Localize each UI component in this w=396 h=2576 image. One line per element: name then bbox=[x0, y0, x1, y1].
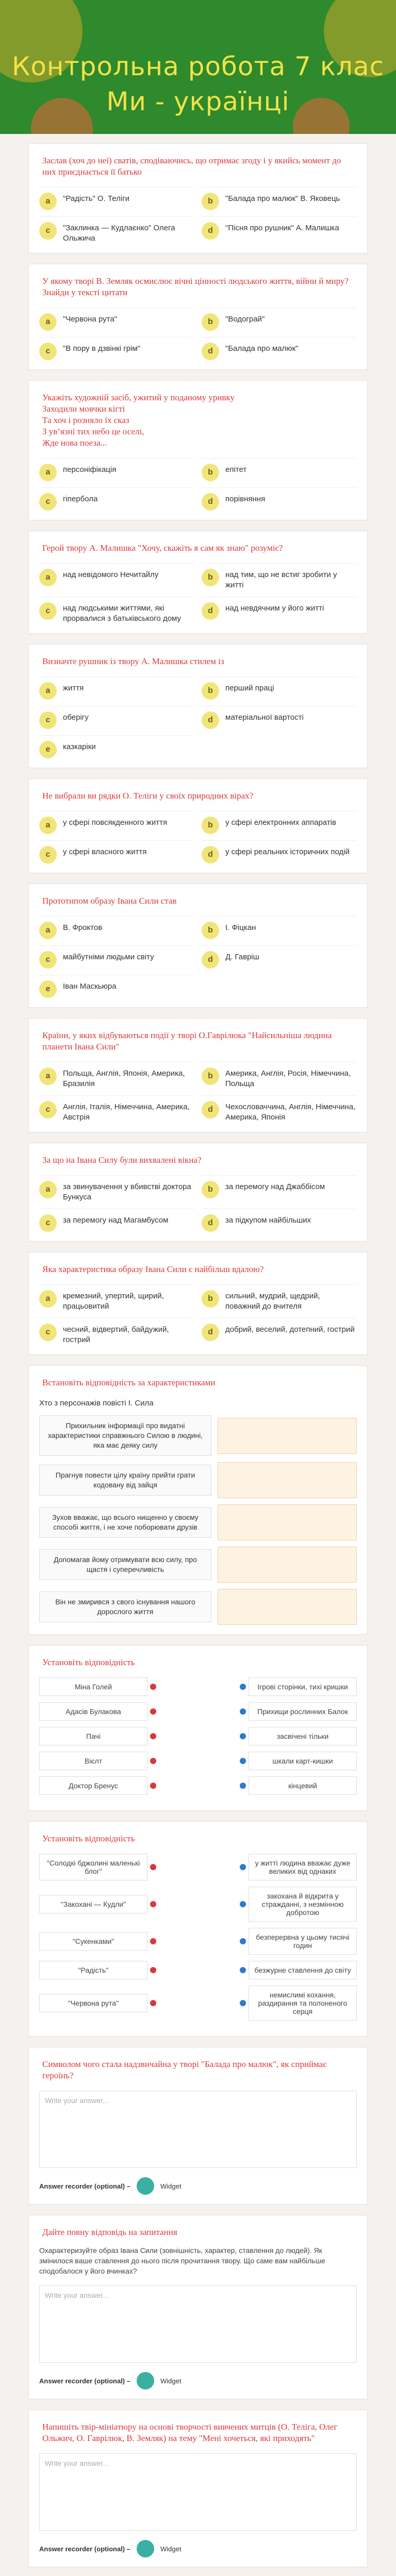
page-title: Контрольна робота 7 клас Ми - українці bbox=[11, 52, 385, 116]
match-left-text: Вієлт bbox=[84, 1757, 103, 1765]
option-text: матеріальної вартості bbox=[225, 713, 304, 722]
question-text: Прототипом образу Івана Сили став bbox=[42, 896, 177, 906]
match-right-text: закохана й відкрита у стражданні, з незмінною добротою bbox=[261, 1892, 344, 1917]
option-text: епітет bbox=[225, 465, 247, 474]
question-card bbox=[28, 1252, 368, 1355]
match-right-item[interactable] bbox=[249, 1677, 357, 1696]
match-right-item[interactable] bbox=[249, 1752, 357, 1770]
option-text: "Водограй" bbox=[225, 315, 265, 324]
question-card bbox=[28, 2410, 368, 2567]
option-text: Д. Гавріш bbox=[225, 953, 259, 961]
connector-dot[interactable] bbox=[240, 1708, 246, 1715]
question-text: Не вибрали ви рядки О. Теліги у своїх природних вірах? bbox=[42, 791, 254, 801]
option-letter-badge: a bbox=[39, 569, 57, 586]
match-right-item[interactable] bbox=[249, 1928, 357, 1955]
question-card bbox=[28, 2215, 368, 2399]
answer-option[interactable] bbox=[39, 308, 194, 331]
option-text: "Радість" О. Теліги bbox=[63, 194, 130, 203]
match-right-item[interactable] bbox=[249, 1961, 357, 1979]
answer-option[interactable] bbox=[39, 216, 194, 244]
option-text: Польща, Англія, Японія, Америка, Бразилія bbox=[63, 1069, 185, 1088]
answer-option[interactable] bbox=[202, 216, 357, 244]
answer-option[interactable] bbox=[39, 811, 194, 834]
match-left-text: "Червона рута" bbox=[68, 1999, 119, 2007]
match-right-text: засвічені тільки bbox=[276, 1732, 329, 1740]
match-left-item[interactable] bbox=[39, 1677, 147, 1696]
option-text: "Балада про малюк" В. Яковець bbox=[225, 194, 340, 203]
match-right-text: шкали карт-кишки bbox=[272, 1757, 333, 1765]
microphone-icon[interactable] bbox=[137, 2372, 154, 2389]
option-text: чесний, відвертий, байдужий, гострий bbox=[63, 1325, 169, 1344]
question-card bbox=[28, 1645, 368, 1811]
match-row bbox=[39, 1928, 357, 1955]
option-letter-badge: b bbox=[202, 1181, 219, 1198]
connector-dot[interactable] bbox=[150, 1967, 156, 1973]
option-text: В. Фроктов bbox=[63, 923, 103, 932]
match-left-text: "Закохані — Кудли" bbox=[60, 1900, 126, 1908]
options-grid bbox=[29, 1275, 367, 1345]
match-left-item[interactable] bbox=[39, 1932, 147, 1951]
match-left-text: Пачі bbox=[86, 1732, 101, 1740]
fill-answer-slot[interactable] bbox=[218, 1589, 357, 1625]
option-letter-badge: b bbox=[202, 1290, 219, 1308]
answer-option[interactable] bbox=[202, 1209, 357, 1232]
fill-prompt: Прихильник інформації про видатні характеристики справжнього Силою в людині, яка має деяку силу bbox=[39, 1415, 211, 1456]
match-right-text: безперервна у цьому тисячі годин bbox=[256, 1933, 350, 1950]
answer-option[interactable] bbox=[39, 945, 194, 969]
option-letter-badge: c bbox=[39, 602, 57, 620]
connector-dot[interactable] bbox=[150, 1684, 156, 1690]
option-letter-badge: a bbox=[39, 1181, 57, 1198]
connector-dot[interactable] bbox=[150, 1708, 156, 1715]
option-letter-badge: a bbox=[39, 682, 57, 700]
match-left-item[interactable] bbox=[39, 1776, 147, 1795]
question-card bbox=[28, 2047, 368, 2205]
answer-textarea[interactable]: Write your answer... bbox=[39, 2091, 357, 2168]
options-grid bbox=[29, 1053, 367, 1123]
option-letter-badge: d bbox=[202, 493, 219, 511]
options-grid bbox=[29, 449, 367, 511]
match-right-item[interactable] bbox=[249, 1702, 357, 1721]
option-text: Іван Маскьюра bbox=[63, 982, 117, 991]
option-text: за перемогу над Джаббісом bbox=[225, 1182, 325, 1191]
option-text: сильний, мудрий, щедрий, поважний до вчителя bbox=[225, 1292, 320, 1311]
answer-option[interactable] bbox=[39, 337, 194, 360]
answer-option[interactable] bbox=[39, 1209, 194, 1232]
connector-dot[interactable] bbox=[240, 1684, 246, 1690]
answer-option[interactable] bbox=[39, 1318, 194, 1345]
recorder-label: Answer recorder (optional) – bbox=[39, 2182, 130, 2190]
recorder-label: Answer recorder (optional) – bbox=[39, 2545, 130, 2553]
options-grid bbox=[29, 298, 367, 360]
answer-option[interactable] bbox=[39, 706, 194, 729]
option-text: життя bbox=[63, 684, 84, 692]
microphone-icon[interactable] bbox=[137, 2177, 154, 2195]
match-right-text: Ігрові сторінки, тихі кришки bbox=[257, 1683, 348, 1691]
answer-option[interactable] bbox=[202, 1062, 357, 1089]
match-row bbox=[39, 1677, 357, 1696]
option-text: над невідомого Нечитайлу bbox=[63, 570, 159, 579]
option-letter-badge: a bbox=[39, 922, 57, 939]
option-text: І. Фіцкан bbox=[225, 923, 256, 932]
question-text: Країни, у яких відбуваються події у творі О.Гаврілюка "Найсильніша людина планети Івана Сили" bbox=[42, 1030, 332, 1052]
fill-in-section bbox=[39, 1398, 357, 1625]
answer-option[interactable] bbox=[39, 487, 194, 511]
question-text: Герой твору А. Малишка "Хочу, скажіть я сам як знаю" розуміє? bbox=[42, 543, 283, 553]
option-text: у сфері реальних історичних подій bbox=[225, 848, 350, 856]
option-text: "Пісня про рушник" А. Малишка bbox=[225, 224, 339, 232]
answer-option[interactable] bbox=[202, 676, 357, 700]
option-text: "Заклинка — Кудлаєнко" Олега Ольжича bbox=[63, 224, 175, 243]
match-left-text: "Солодкі бджолині маленькі блог" bbox=[46, 1859, 140, 1875]
answer-option[interactable] bbox=[202, 916, 357, 939]
match-right-text: безжурне ставлення до світу bbox=[254, 1966, 351, 1974]
match-left-text: Доктор Бренус bbox=[69, 1782, 118, 1790]
options-grid bbox=[29, 667, 367, 758]
option-letter-badge: b bbox=[202, 817, 219, 834]
answer-option[interactable] bbox=[202, 458, 357, 481]
questions-container bbox=[28, 143, 368, 2567]
option-text: у сфері повсякденного життя bbox=[63, 818, 168, 827]
fill-row bbox=[39, 1462, 357, 1498]
answer-recorder bbox=[39, 2372, 357, 2389]
answer-option[interactable] bbox=[202, 706, 357, 729]
option-letter-badge: c bbox=[39, 951, 57, 969]
question-text: Заслав (хоч до неї) сватів, сподіваючись, що отримає згоду і у якийсь момент до них приєднається її батько bbox=[42, 156, 341, 177]
option-text: казкаріки bbox=[63, 742, 96, 751]
essay-instruction: Охарактеризуйте образ Івана Сили (зовнішність, характер, ставлення до людей). Як змінилося ваше ставлення до нього після прочитання твору. Що саме вам найбільше сподобалося у його вчинках? bbox=[39, 2246, 325, 2275]
match-right-item[interactable] bbox=[249, 1854, 357, 1880]
option-letter-badge: a bbox=[39, 1290, 57, 1308]
match-row bbox=[39, 1702, 357, 1721]
match-left-item[interactable] bbox=[39, 1961, 147, 1979]
connector-dot[interactable] bbox=[150, 1901, 156, 1907]
connector-dot[interactable] bbox=[150, 1733, 156, 1739]
option-letter-badge: a bbox=[39, 464, 57, 481]
option-text: за звинувачення у вбивстві доктора Бункуса bbox=[63, 1182, 191, 1201]
answer-option[interactable] bbox=[39, 916, 194, 939]
answer-recorder bbox=[39, 2540, 357, 2557]
option-letter-badge: b bbox=[202, 922, 219, 939]
option-text: у сфері електронних аппаратів bbox=[225, 818, 336, 827]
fill-prompt: Він не змирився з свого існування нашого дорослого життя bbox=[39, 1591, 211, 1622]
question-card bbox=[28, 143, 368, 253]
title-banner bbox=[0, 0, 396, 134]
match-left-text: "Радість" bbox=[78, 1966, 109, 1974]
fill-answer-slot[interactable] bbox=[218, 1418, 357, 1454]
connector-dot[interactable] bbox=[240, 1938, 246, 1944]
match-right-text: Прихищи рослинних Балок bbox=[257, 1707, 348, 1716]
question-card bbox=[28, 1365, 368, 1635]
answer-option[interactable] bbox=[202, 1175, 357, 1202]
match-left-text: "Сукенками" bbox=[72, 1937, 114, 1945]
answer-option[interactable] bbox=[202, 840, 357, 863]
answer-textarea[interactable]: Write your answer... bbox=[39, 2285, 357, 2363]
answer-recorder bbox=[39, 2177, 357, 2195]
option-text: "В пору в дзвінкі грім" bbox=[63, 344, 140, 353]
fill-row bbox=[39, 1589, 357, 1625]
option-letter-badge: c bbox=[39, 1214, 57, 1232]
match-right-item[interactable] bbox=[249, 1727, 357, 1745]
microphone-icon[interactable] bbox=[137, 2540, 154, 2557]
option-text: кремезний, упертий, щирий, працьовитий bbox=[63, 1292, 164, 1311]
option-letter-badge: b bbox=[202, 1067, 219, 1085]
match-left-item[interactable] bbox=[39, 1752, 147, 1770]
question-card bbox=[28, 264, 368, 370]
question-card bbox=[28, 1018, 368, 1132]
option-letter-badge: a bbox=[39, 313, 57, 331]
connector-dot[interactable] bbox=[240, 1967, 246, 1973]
recorder-label: Answer recorder (optional) – bbox=[39, 2377, 130, 2385]
option-letter-badge: d bbox=[202, 602, 219, 620]
answer-option[interactable] bbox=[39, 735, 194, 758]
answer-option[interactable] bbox=[39, 597, 194, 624]
question-text: Яка характеристика образу Івана Сили є найбільш вдалою? bbox=[42, 1264, 264, 1274]
option-letter-badge: d bbox=[202, 951, 219, 969]
question-text: За що на Івана Силу були вихвалені вікна? bbox=[42, 1155, 202, 1165]
connector-dot[interactable] bbox=[240, 1864, 246, 1870]
match-left-item[interactable] bbox=[39, 1854, 147, 1880]
fill-answer-slot[interactable] bbox=[218, 1462, 357, 1498]
option-letter-badge: d bbox=[202, 846, 219, 863]
connector-dot[interactable] bbox=[240, 1758, 246, 1764]
option-letter-badge: d bbox=[202, 1214, 219, 1232]
fill-answer-slot[interactable] bbox=[218, 1547, 357, 1583]
question-text: Дайте повну відповідь на запитання bbox=[42, 2227, 177, 2237]
option-letter-badge: a bbox=[39, 817, 57, 834]
answer-option[interactable] bbox=[39, 458, 194, 481]
option-text: гіпербола bbox=[63, 495, 98, 503]
answer-textarea[interactable]: Write your answer... bbox=[39, 2453, 357, 2531]
option-letter-badge: c bbox=[39, 222, 57, 240]
match-row bbox=[39, 1854, 357, 1880]
answer-option[interactable] bbox=[39, 563, 194, 590]
question-card bbox=[28, 884, 368, 1008]
options-grid bbox=[29, 802, 367, 863]
answer-option[interactable] bbox=[202, 308, 357, 331]
answer-option[interactable] bbox=[202, 337, 357, 360]
answer-option[interactable] bbox=[39, 840, 194, 863]
connector-dot[interactable] bbox=[150, 2000, 156, 2006]
question-card bbox=[28, 644, 368, 768]
option-letter-badge: c bbox=[39, 1101, 57, 1118]
question-card bbox=[28, 380, 368, 520]
match-left-item[interactable] bbox=[39, 1994, 147, 2012]
fill-answer-slot[interactable] bbox=[218, 1504, 357, 1540]
option-text: Чехословаччина, Англія, Німеччина, Америка, Японія bbox=[225, 1103, 356, 1122]
connector-dot[interactable] bbox=[240, 1783, 246, 1789]
match-left-item[interactable] bbox=[39, 1727, 147, 1745]
answer-option[interactable] bbox=[202, 187, 357, 210]
question-card bbox=[28, 1821, 368, 2037]
option-letter-badge: d bbox=[202, 343, 219, 360]
question-card bbox=[28, 1143, 368, 1242]
question-text: Установіть відповідність bbox=[42, 1834, 135, 1843]
fill-prompt: Допомагав йому отримувати всю силу, про щастя і суперечливість bbox=[39, 1549, 211, 1580]
match-left-text: Адасів Булакова bbox=[65, 1707, 121, 1716]
connector-dot[interactable] bbox=[240, 2000, 246, 2006]
option-text: за підкупом найбільших bbox=[225, 1216, 311, 1225]
option-text: Америка, Англія, Росія, Німеччина, Польща bbox=[225, 1069, 351, 1088]
option-text: "Балада про малюк" bbox=[225, 344, 299, 353]
option-letter-badge: e bbox=[39, 741, 57, 758]
option-text: над людськими життями, які прорвалися з батьківського дому bbox=[63, 604, 182, 623]
answer-option[interactable] bbox=[202, 1318, 357, 1345]
question-text: Встановіть відповідність за характеристиками bbox=[42, 1378, 216, 1387]
answer-option[interactable] bbox=[202, 811, 357, 834]
match-right-text: у житті людина вважає дуже великих від однаких bbox=[255, 1859, 351, 1875]
option-text: майбутніми людьми світу bbox=[63, 953, 154, 961]
option-letter-badge: b bbox=[202, 193, 219, 210]
answer-option[interactable] bbox=[39, 676, 194, 700]
match-left-text: Міна Голей bbox=[74, 1683, 112, 1691]
match-row bbox=[39, 1986, 357, 2021]
option-text: оберігу bbox=[63, 713, 89, 722]
option-letter-badge: d bbox=[202, 222, 219, 240]
connector-dot[interactable] bbox=[150, 1864, 156, 1870]
answer-option[interactable] bbox=[39, 1062, 194, 1089]
question-text: Установіть відповідність bbox=[42, 1657, 135, 1667]
answer-option[interactable] bbox=[202, 563, 357, 590]
question-text: Символом чого стала надзвичайна у творі "Балада про малюк", як сприймає героїнь? bbox=[42, 2059, 327, 2080]
match-row bbox=[39, 1752, 357, 1770]
option-text: добрий, веселий, дотепний, гострий bbox=[225, 1325, 355, 1334]
match-left-item[interactable] bbox=[39, 1702, 147, 1721]
option-letter-badge: b bbox=[202, 464, 219, 481]
connector-dot[interactable] bbox=[150, 1938, 156, 1944]
recorder-widget-label: Widget bbox=[160, 2182, 182, 2190]
match-left-item[interactable] bbox=[39, 1895, 147, 1913]
option-text: у сфері власного життя bbox=[63, 848, 147, 856]
connector-dot[interactable] bbox=[240, 1733, 246, 1739]
fill-intro: Хто з персонажів повісті І. Сила bbox=[39, 1399, 154, 1408]
answer-option[interactable] bbox=[39, 1095, 194, 1123]
match-right-text: кінцевий bbox=[288, 1782, 317, 1790]
question-text: У якому творі В. Земляк осмислює вічні цінності людського життя, війни й миру? Знайди у тексті цитати bbox=[42, 276, 349, 297]
match-row bbox=[39, 1776, 357, 1795]
options-grid bbox=[29, 907, 367, 998]
option-text: перший праці bbox=[225, 684, 274, 692]
answer-option[interactable] bbox=[39, 187, 194, 210]
fill-row bbox=[39, 1547, 357, 1583]
option-text: "Червона рута" bbox=[63, 315, 117, 324]
connector-dot[interactable] bbox=[150, 1758, 156, 1764]
answer-option[interactable] bbox=[202, 1284, 357, 1312]
match-section bbox=[39, 1677, 357, 1795]
match-row bbox=[39, 1887, 357, 1922]
options-grid bbox=[29, 1166, 367, 1232]
answer-option[interactable] bbox=[202, 1095, 357, 1123]
option-letter-badge: b bbox=[202, 569, 219, 586]
options-grid bbox=[29, 178, 367, 244]
option-letter-badge: c bbox=[39, 711, 57, 729]
option-letter-badge: d bbox=[202, 711, 219, 729]
option-letter-badge: c bbox=[39, 846, 57, 863]
question-text: Визначте рушник із твору А. Малишка стилем із bbox=[42, 656, 224, 666]
option-letter-badge: b bbox=[202, 313, 219, 331]
answer-option[interactable] bbox=[202, 945, 357, 969]
option-letter-badge: b bbox=[202, 682, 219, 700]
option-letter-badge: d bbox=[202, 1101, 219, 1118]
option-text: над тим, що не встиг зробити у житті bbox=[225, 570, 337, 589]
answer-option[interactable] bbox=[39, 975, 194, 998]
option-text: за перемогу над Магамбусом bbox=[63, 1216, 169, 1225]
option-letter-badge: c bbox=[39, 343, 57, 360]
option-letter-badge: c bbox=[39, 1324, 57, 1341]
recorder-widget-label: Widget bbox=[160, 2377, 182, 2385]
option-letter-badge: e bbox=[39, 980, 57, 998]
answer-option[interactable] bbox=[202, 597, 357, 624]
question-text: Напишіть твір-мініатюру на основі творчості вивчених митців (О. Теліга, Олег Ольжич, О. Гаврілюк, В. Земляк) на тему "Мені хочеться, які приходять" bbox=[42, 2422, 338, 2443]
match-section bbox=[39, 1854, 357, 2021]
fill-row bbox=[39, 1415, 357, 1456]
answer-option[interactable] bbox=[202, 487, 357, 511]
fill-prompt: Зухов вважає, що всього нищенно у своєму способі життя, і не хоче поборювати друзів bbox=[39, 1507, 211, 1538]
match-row bbox=[39, 1961, 357, 1979]
connector-dot[interactable] bbox=[150, 1783, 156, 1789]
option-text: Англія, Італія, Німеччина, Америка, Австрія bbox=[63, 1103, 190, 1122]
option-letter-badge: a bbox=[39, 1067, 57, 1085]
recorder-widget-label: Widget bbox=[160, 2545, 182, 2553]
options-grid bbox=[29, 554, 367, 624]
match-right-item[interactable] bbox=[249, 1776, 357, 1795]
option-text: над невдячним у його житті bbox=[225, 604, 324, 613]
option-letter-badge: d bbox=[202, 1324, 219, 1341]
option-letter-badge: a bbox=[39, 193, 57, 210]
match-row bbox=[39, 1727, 357, 1745]
match-right-item[interactable] bbox=[249, 1986, 357, 2021]
question-text: Укажіть художній засіб, ужитий у поданому уривку Заходили мовчки кігті Та хоч і розняло їх сказ З ув’язні тих небо це оселі, Жде нова поеза... bbox=[42, 393, 235, 448]
option-text: персоніфікація bbox=[63, 465, 117, 474]
answer-option[interactable] bbox=[39, 1175, 194, 1202]
option-text: порівняння bbox=[225, 495, 266, 503]
question-card bbox=[28, 778, 368, 873]
option-letter-badge: c bbox=[39, 493, 57, 511]
question-card bbox=[28, 531, 368, 634]
answer-option[interactable] bbox=[39, 1284, 194, 1312]
fill-row bbox=[39, 1504, 357, 1540]
match-right-text: немислимі кохання, раздирання та полоненого серця bbox=[258, 1991, 348, 2015]
match-right-item[interactable] bbox=[249, 1887, 357, 1922]
connector-dot[interactable] bbox=[240, 1901, 246, 1907]
fill-prompt: Прагнув повести цілу країну прийти грати кодовану від зайця bbox=[39, 1465, 211, 1496]
